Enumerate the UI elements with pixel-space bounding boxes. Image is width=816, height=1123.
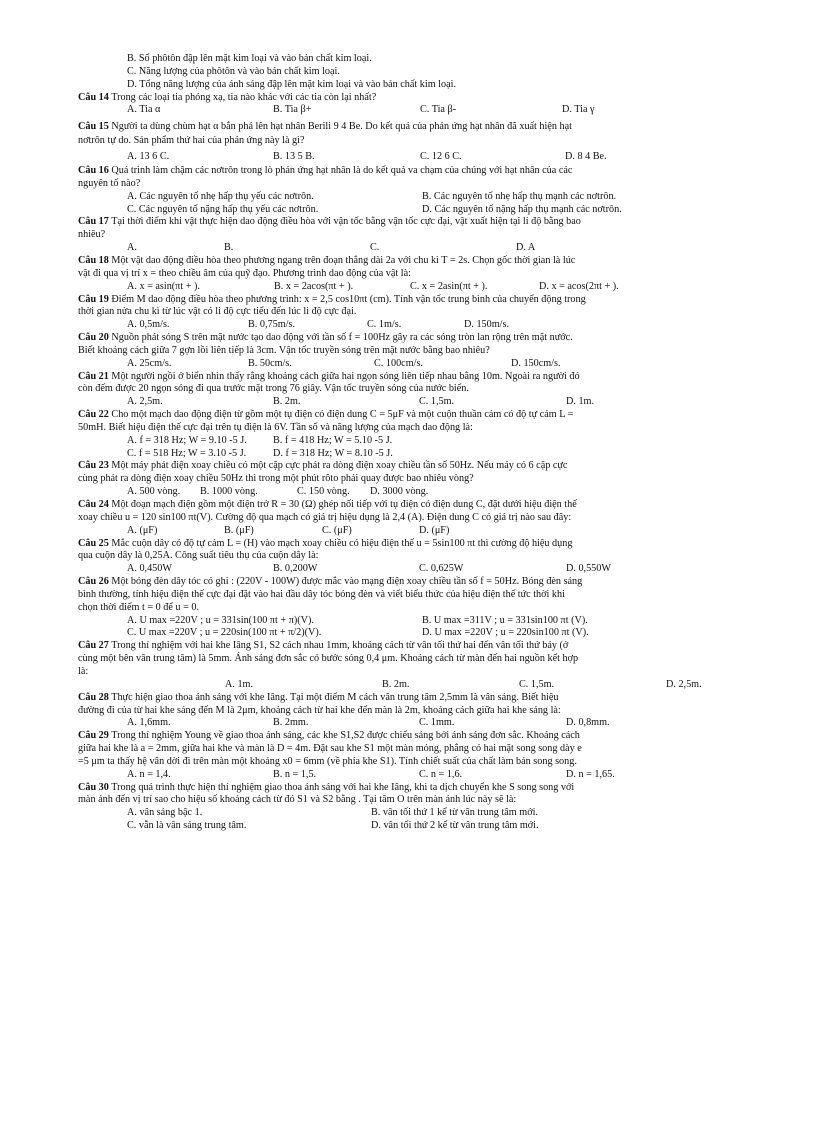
option-b: B. x = 2acos(πt + ).	[274, 280, 354, 292]
option-b: B. 0,75m/s.	[248, 319, 295, 331]
question-label: Câu 21	[78, 370, 109, 382]
option-c: C. 1mm.	[419, 717, 455, 729]
option-d: D. U max =220V ; u = 220sin100 πt (V).	[422, 627, 589, 639]
option-c: C. x = 2asin(πt + ).	[410, 280, 488, 292]
option-d: D. (μF)	[419, 524, 450, 536]
question-17-line2: nhiêu?	[78, 229, 106, 241]
question-label: Câu 23	[78, 460, 109, 472]
option-a: A. (μF)	[127, 524, 158, 536]
question-26: Câu 26 Một bóng đèn dây tóc có ghi : (220V - 100W) được mắc vào mạng điện xoay chiều tần số f = 50Hz. Bóng đèn sáng	[78, 576, 583, 588]
option-d: D. Tia γ	[562, 104, 595, 116]
question-24: Câu 24 Một đoạn mạch điện gồm một điện trở R = 30 (Ω) ghép nối tiếp với tụ điện có điện dung C, đặt dưới hiệu điện thế	[78, 499, 577, 510]
question-24-line2: xoay chiều u = 120 sin100 πt(V). Cường độ qua mạch có giá trị hiệu dụng là 2,4 (A). Điện dung C có giá trị nào sau đây:	[78, 511, 572, 523]
option-c: C. Các nguyên tố nặng hấp thụ yếu các nơtrôn.	[127, 203, 319, 215]
option-b: B. 1000 vòng.	[200, 486, 258, 498]
question-label: Câu 20	[78, 332, 109, 344]
option-c: C. 1,5m.	[519, 678, 555, 690]
option-a: A. 1m.	[225, 678, 254, 690]
option-b: B. n = 1,5.	[273, 768, 317, 780]
options-22-row2	[78, 448, 746, 461]
option-a: A. 2,5m.	[127, 396, 163, 408]
question-22: Câu 22 Cho một mạch dao động điện từ gồm một tụ điện có điện dung C = 5μF và một cuộn thuần cảm có độ tự cảm L =	[78, 409, 574, 421]
option-d: D. vân tối thứ 2 kể từ vân trung tâm mới.	[371, 820, 539, 832]
option-a: A. U max =220V ; u = 331sin(100 πt + π)(V).	[127, 614, 314, 626]
question-29-line3: =5 μm ta thấy hệ vân dời đi trên màn một khoảng x0 = 6mm (về phía khe S1). Tính chiết suất của chất làm bản song song.	[78, 755, 577, 767]
option-d: D. f = 318 Hz; W = 8.10 -5 J.	[273, 447, 393, 459]
option-c: C.	[370, 242, 380, 254]
question-label: Câu 29	[78, 730, 109, 742]
option-c: C. Tia β-	[420, 104, 457, 116]
question-20: Câu 20 Nguồn phát sóng S trên mặt nước tạo dao động với tần số f = 100Hz gây ra các sóng tròn lan rộng trên mặt nước.	[78, 332, 573, 344]
options-18	[78, 281, 746, 294]
option-c: C. vẫn là vân sáng trung tâm.	[127, 820, 247, 832]
options-19	[78, 319, 746, 332]
option-d: D. 3000 vòng.	[370, 486, 429, 498]
question-27-line2: cùng một bên vân trung tâm) là 5mm. Ánh sáng đơn sắc có bước sóng 0,4 μm. Khoảng cách từ màn đến hai nguồn kết hợp	[78, 653, 579, 665]
question-22-line2: 50mH. Biết hiệu điện thế cực đại trên tụ điện là 6V. Tần số và năng lượng của mạch dao động là:	[78, 421, 473, 433]
question-label: Câu 30	[78, 781, 109, 793]
carry-option-c: C. Năng lượng của phôtôn và vào bản chất kim loại.	[127, 65, 340, 77]
question-18: Câu 18 Một vật dao động điều hòa theo phương ngang trên đoạn thẳng dài 2a với chu kì T = 2s. Chọn gốc thời gian là lúc	[78, 254, 576, 266]
question-label: Câu 17	[78, 216, 109, 228]
question-16: Câu 16 Quá trình làm chậm các nơtrôn trong lò phản ứng hạt nhân là do kết quả va chạm của chúng với hạt nhân của các	[78, 165, 573, 177]
question-label: Câu 15	[78, 121, 109, 133]
question-19: Câu 19 Điểm M dao động điều hòa theo phương trình: x = 2,5 cos10πt (cm). Tính vận tốc trung bình của chuyển động trong	[78, 293, 586, 305]
option-a: A. 13 6 C.	[127, 151, 170, 163]
option-b: B. Các nguyên tố nhẹ hấp thụ mạnh các nơtrôn.	[422, 190, 617, 202]
question-15-line2: nơtrôn tự do. Sản phẩm thứ hai của phản ứng này là gì?	[78, 135, 305, 147]
question-28-line2: đường đi của từ hai khe sáng đến M là 2μm, khoảng cách từ hai khe đến màn là 2m, khoảng cách giữa hai khe sáng là:	[78, 704, 561, 716]
question-28: Câu 28 Thực hiện giao thoa ánh sáng với khe Iâng. Tại một điểm M cách vân trung tâm 2,5mm là vân sáng. Biết hiệu	[78, 691, 559, 703]
option-b: B. 2mm.	[273, 717, 309, 729]
option-c: C. n = 1,6.	[419, 768, 463, 780]
option-d: D. Các nguyên tố nặng hấp thụ mạnh các nơtrôn.	[422, 203, 622, 215]
option-b: B. f = 418 Hz; W = 5.10 -5 J.	[273, 434, 393, 446]
question-label: Câu 22	[78, 409, 109, 421]
options-14	[78, 104, 746, 117]
options-21	[78, 396, 746, 409]
question-label: Câu 19	[78, 293, 109, 305]
option-a: A. 0,450W	[127, 563, 172, 575]
option-a: A. f = 318 Hz; W = 9.10 -5 J.	[127, 434, 247, 446]
option-b: B. vân tối thứ 1 kể từ vân trung tâm mới.	[371, 807, 538, 819]
options-15	[78, 148, 746, 165]
option-a: A. n = 1,4.	[127, 768, 171, 780]
option-b: B. 50cm/s.	[248, 357, 292, 369]
option-a: A. 25cm/s.	[127, 357, 172, 369]
option-a: A. vân sáng bậc 1.	[127, 807, 203, 819]
option-c: C. U max =220V ; u = 220sin(100 πt + π/2)(V).	[127, 627, 322, 639]
options-20	[78, 358, 746, 371]
options-22-row1	[78, 435, 746, 448]
question-21-line2: còn đếm được 20 ngọn sóng đi qua trước mặt trong 76 giây. Vận tốc truyền sóng của nước biển.	[78, 383, 469, 395]
option-b: B. U max =311V ; u = 331sin100 πt (V).	[422, 614, 588, 626]
option-d: D. 150cm/s.	[511, 357, 561, 369]
options-27	[78, 679, 746, 692]
option-b: B. 13 5 B.	[273, 151, 315, 163]
options-24	[78, 525, 746, 538]
options-26-row2	[78, 627, 746, 640]
question-label: Câu 18	[78, 254, 109, 266]
options-23	[78, 486, 746, 499]
option-c: C. 100cm/s.	[374, 357, 423, 369]
question-label: Câu 14	[78, 91, 109, 103]
question-21: Câu 21 Một người ngồi ở biển nhìn thấy rằng khoảng cách giữa hai ngọn sóng liên tiếp nhau bằng 10m. Ngoài ra người đó	[78, 370, 580, 382]
option-b: B. Tia β+	[273, 104, 312, 116]
question-17: Câu 17 Tại thời điểm khi vật thực hiện dao động điều hòa với vận tốc bằng vận tốc cực đại, vật xuất hiện tại li độ bằng bao	[78, 216, 581, 228]
option-b: B. 2m.	[273, 396, 301, 408]
question-26-line3: chọn thời điểm t = 0 để u = 0.	[78, 601, 200, 613]
option-a: A. Các nguyên tố nhẹ hấp thụ yếu các nơtrôn.	[127, 190, 314, 202]
question-27: Câu 27 Trong thí nghiệm với hai khe Iâng S1, S2 cách nhau 1mm, khoảng cách từ vân tối thứ hai đến vân tối thứ bảy (ở	[78, 640, 569, 652]
carry-option-d: D. Tổng năng lượng của ánh sáng đập lên mặt kim loại và vào bản chất kim loại.	[127, 78, 456, 90]
option-c: C. (μF)	[322, 524, 352, 536]
question-29: Câu 29 Trong thí nghiệm Young về giao thoa ánh sáng, các khe S1,S2 được chiếu sáng bởi ánh sáng đơn sắc. Khoảng cách	[78, 730, 580, 742]
question-23-line2: cùng phát ra dòng điện xoay chiều 50Hz thì trong một phút rôto phải quay được bao nhiêu vòng?	[78, 473, 474, 485]
option-d: D. 2,5m.	[666, 678, 702, 690]
exam-page	[78, 53, 746, 833]
question-14: Câu 14 Trong các loại tia phóng xạ, tia nào khác với các tia còn lại nhất?	[78, 91, 377, 103]
question-label: Câu 16	[78, 165, 109, 177]
option-b: B. 0,200W	[273, 563, 318, 575]
option-a: A. 1,6mm.	[127, 717, 171, 729]
option-b: B. 2m.	[382, 678, 410, 690]
option-d: D. A	[516, 242, 536, 254]
option-d: D. 1m.	[566, 396, 595, 408]
question-19-line2: thời gian nửa chu kì từ lúc vật có li độ cực tiểu đến lúc li độ cực đại.	[78, 306, 357, 318]
question-18-line2: vật đi qua vị trí x = theo chiều âm của quỹ đạo. Phương trình dao động của vật là:	[78, 267, 411, 279]
option-c: C. 1m/s.	[367, 319, 402, 331]
question-30: Câu 30 Trong quá trình thực hiện thí nghiệm giao thoa ánh sáng với hai khe Iâng, khi ta dịch chuyển khe S song song với	[78, 781, 575, 793]
question-20-line2: Biết khoảng cách giữa 7 gợn lồi liên tiếp là 3cm. Vận tốc truyền sóng trên mặt nước bằng bao nhiêu?	[78, 344, 490, 356]
option-d: D. 0,550W	[566, 563, 611, 575]
option-d: D. x = acos(2πt + ).	[539, 280, 619, 292]
options-30-row2	[78, 820, 746, 833]
option-c: C. 1,5m.	[419, 396, 455, 408]
option-b: B.	[224, 242, 234, 254]
carry-option-b: B. Số phôtôn đập lên mặt kim loại và vào bản chất kim loại.	[127, 53, 372, 64]
question-30-line2: màn ảnh đến vị trí sao cho hiệu số khoảng cách từ đó S1 và S2 bằng . Tại tâm O trên màn ảnh lúc này sẽ là:	[78, 794, 517, 806]
question-15: Câu 15 Người ta dùng chùm hạt α bắn phá lên hạt nhân Berili 9 4 Be. Do kết quả của phản ứng hạt nhân đã xuất hiện hạt	[78, 121, 572, 133]
option-d: D. 0,8mm.	[566, 717, 610, 729]
question-16-line2: nguyên tố nào?	[78, 177, 141, 189]
option-c: C. 150 vòng.	[297, 486, 350, 498]
question-label: Câu 26	[78, 576, 109, 588]
option-a: A.	[127, 242, 137, 254]
option-b: B. (μF)	[224, 524, 254, 536]
options-30-row1	[78, 807, 746, 820]
option-d: D. 8 4 Be.	[565, 151, 607, 163]
options-29	[78, 769, 746, 782]
option-c: C. 0,625W	[419, 563, 464, 575]
options-26-row1	[78, 615, 746, 628]
option-a: A. 500 vòng.	[127, 486, 181, 498]
question-27-line3: là:	[78, 665, 89, 677]
question-29-line2: giữa hai khe là a = 2mm, giữa hai khe và màn là D = 4m. Đặt sau khe S1 một màn mỏng, phẳng có hai mặt song song dày e	[78, 743, 582, 755]
question-25-line2: qua cuộn dây là 0,25A. Công suất tiêu thụ của cuộn dây là:	[78, 550, 319, 562]
option-c: C. 12 6 C.	[420, 151, 462, 163]
options-16-row1	[78, 191, 746, 204]
options-28	[78, 717, 746, 730]
question-label: Câu 27	[78, 640, 109, 652]
option-a: A. 0,5m/s.	[127, 319, 170, 331]
question-25: Câu 25 Mắc cuộn dây có độ tự cảm L = (H) vào mạch xoay chiều có hiệu điện thế u = 5sin100 πt thì cường độ hiệu dụng	[78, 537, 573, 549]
options-25	[78, 563, 746, 576]
question-label: Câu 24	[78, 499, 109, 510]
question-26-line2: bình thường, tính hiệu điện thế cực đại đặt vào hai đầu dây tóc bóng đèn và viết biểu thức của hiệu điện thế tức thời khi	[78, 588, 565, 600]
option-c: C. f = 518 Hz; W = 3.10 -5 J.	[127, 447, 247, 459]
question-label: Câu 28	[78, 691, 109, 703]
question-label: Câu 25	[78, 537, 109, 549]
options-17	[78, 242, 746, 255]
option-d: D. n = 1,65.	[566, 768, 615, 780]
option-a: A. Tia α	[127, 104, 161, 116]
question-23: Câu 23 Một máy phát điện xoay chiều có một cặp cực phát ra dòng điện xoay chiều tần số 50Hz. Nếu máy có 6 cặp cực	[78, 460, 568, 472]
option-d: D. 150m/s.	[464, 319, 509, 331]
option-a: A. x = asin(πt + ).	[127, 280, 200, 292]
options-16-row2	[78, 204, 746, 217]
